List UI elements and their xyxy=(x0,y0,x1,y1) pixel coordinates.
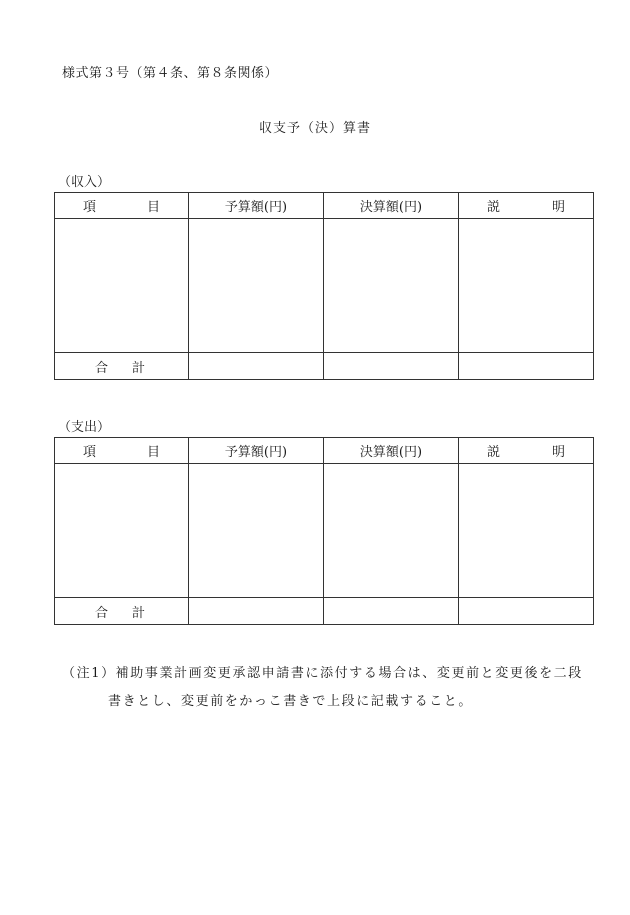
expense-total-row xyxy=(55,598,594,625)
expense-settlement-cell[interactable] xyxy=(324,464,459,598)
document-title: 収支予（決）算書 xyxy=(258,121,371,136)
expense-header-row xyxy=(55,438,594,464)
expense-total-label: 合 計 xyxy=(55,598,189,625)
income-total-budget-cell[interactable] xyxy=(189,353,324,380)
income-section-label: （収入） xyxy=(58,175,111,190)
income-header-explanation: 説 明 xyxy=(459,193,594,219)
expense-budget-cell[interactable] xyxy=(189,464,324,598)
note xyxy=(62,660,602,716)
income-header-item: 項 目 xyxy=(55,193,189,219)
income-header-settlement: 決算額(円) xyxy=(324,193,459,219)
income-total-settlement-cell[interactable] xyxy=(324,353,459,380)
note-line-2: 書きとし、変更前をかっこ書きで上段に記載すること。 xyxy=(108,694,474,709)
expense-table xyxy=(54,437,594,625)
form-number: 様式第３号（第４条、第８条関係） xyxy=(62,66,279,81)
income-header-budget: 予算額(円) xyxy=(189,193,324,219)
expense-explanation-cell[interactable] xyxy=(459,464,594,598)
income-header-row xyxy=(55,193,594,219)
income-explanation-cell[interactable] xyxy=(459,219,594,353)
income-table xyxy=(54,192,594,380)
expense-header-settlement: 決算額(円) xyxy=(324,438,459,464)
income-total-row xyxy=(55,353,594,380)
income-body-row xyxy=(55,219,594,353)
expense-section-label: （支出） xyxy=(58,420,111,435)
expense-total-explanation-cell[interactable] xyxy=(459,598,594,625)
income-settlement-cell[interactable] xyxy=(324,219,459,353)
expense-total-settlement-cell[interactable] xyxy=(324,598,459,625)
expense-header-item: 項 目 xyxy=(55,438,189,464)
expense-header-explanation: 説 明 xyxy=(459,438,594,464)
expense-item-cell[interactable] xyxy=(55,464,189,598)
income-item-cell[interactable] xyxy=(55,219,189,353)
income-total-label: 合 計 xyxy=(55,353,189,380)
expense-header-budget: 予算額(円) xyxy=(189,438,324,464)
income-budget-cell[interactable] xyxy=(189,219,324,353)
expense-total-budget-cell[interactable] xyxy=(189,598,324,625)
note-line-1: （注1）補助事業計画変更承認申請書に添付する場合は、変更前と変更後を二段 xyxy=(62,666,583,681)
expense-body-row xyxy=(55,464,594,598)
income-total-explanation-cell[interactable] xyxy=(459,353,594,380)
